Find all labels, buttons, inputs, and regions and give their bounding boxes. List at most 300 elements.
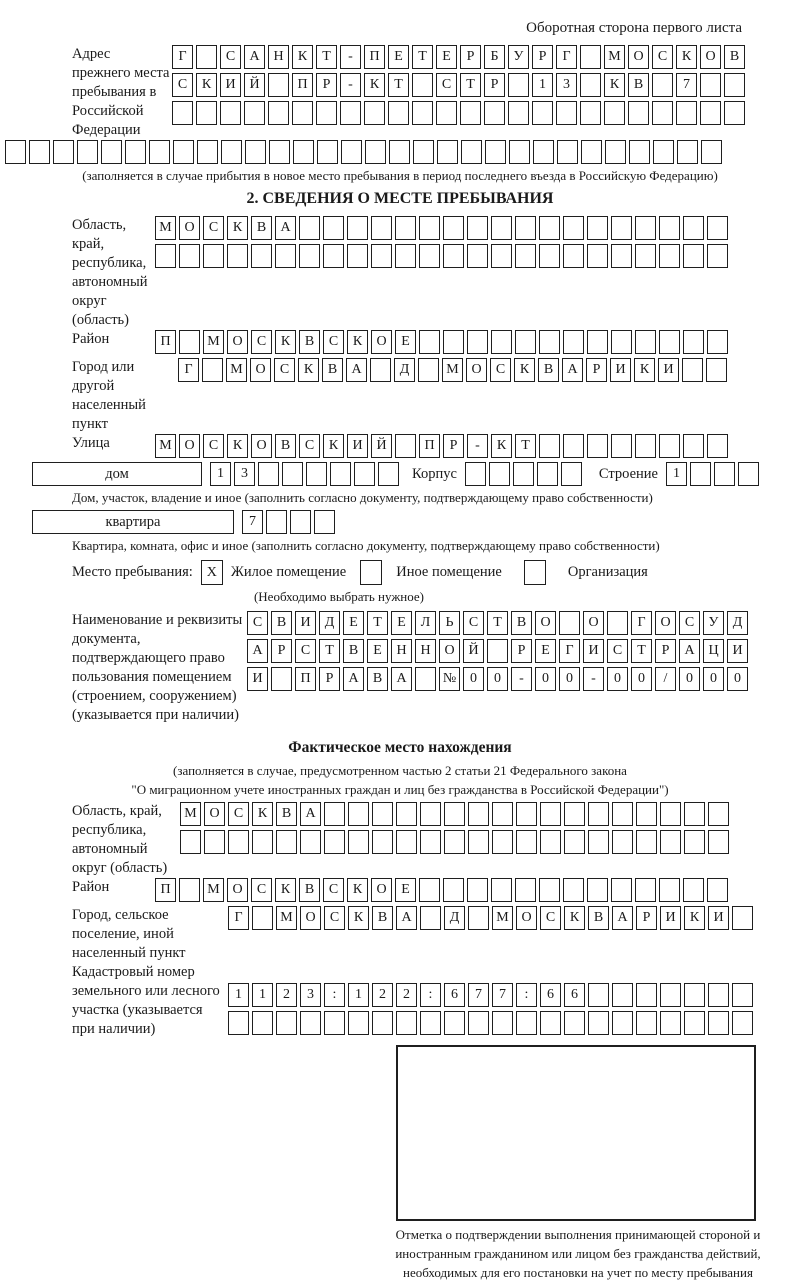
char-cell: А (679, 639, 700, 663)
char-cell (372, 1011, 393, 1035)
char-cell (491, 878, 512, 902)
char-cell: В (251, 216, 272, 240)
char-cell: Р (271, 639, 292, 663)
char-cell: О (227, 878, 248, 902)
char-cell: С (203, 434, 224, 458)
char-cell (300, 830, 321, 854)
char-cell (395, 434, 416, 458)
char-cell: И (347, 434, 368, 458)
char-cell: К (252, 802, 273, 826)
char-cell (612, 1011, 633, 1035)
char-cell: 6 (540, 983, 561, 1007)
char-cell (540, 830, 561, 854)
char-cell (636, 802, 657, 826)
char-cell (341, 140, 362, 164)
char-cell (53, 140, 74, 164)
char-cell: О (439, 639, 460, 663)
char-cell: О (535, 611, 556, 635)
char-cell (324, 1011, 345, 1035)
char-cell (101, 140, 122, 164)
char-cell (492, 830, 513, 854)
char-cell (202, 358, 223, 382)
kvartira-row (32, 510, 800, 534)
char-cell (700, 101, 721, 125)
char-cell: С (172, 73, 193, 97)
char-cell: П (419, 434, 440, 458)
char-cell (77, 140, 98, 164)
char-cell (563, 244, 584, 268)
char-cell: Т (487, 611, 508, 635)
char-cell: И (708, 906, 729, 930)
char-cell (557, 140, 578, 164)
char-cell (612, 983, 633, 1007)
kvartira-type-box: квартира (32, 510, 234, 534)
char-cell (611, 330, 632, 354)
char-cell (465, 462, 486, 486)
dom-cells (210, 462, 402, 486)
char-cell (179, 244, 200, 268)
char-cell (515, 244, 536, 268)
char-cell (564, 1011, 585, 1035)
char-cell (604, 101, 625, 125)
char-cell: Е (367, 639, 388, 663)
ulitsa-block (0, 434, 800, 462)
char-cell: В (271, 611, 292, 635)
char-cell: Т (515, 434, 536, 458)
stamp-box (396, 1045, 756, 1221)
char-cell: М (180, 802, 201, 826)
char-cell: Т (319, 639, 340, 663)
char-cell (690, 462, 711, 486)
doc-row-2 (247, 639, 751, 663)
char-cell (467, 216, 488, 240)
char-cell: Г (172, 45, 193, 69)
char-cell: Н (415, 639, 436, 663)
char-cell: С (540, 906, 561, 930)
char-cell (724, 101, 745, 125)
char-cell (271, 667, 292, 691)
char-cell (635, 434, 656, 458)
char-cell: О (204, 802, 225, 826)
dom-row (32, 462, 800, 486)
section2-title: 2. СВЕДЕНИЯ О МЕСТЕ ПРЕБЫВАНИЯ (246, 190, 554, 207)
char-cell (683, 244, 704, 268)
char-cell (509, 140, 530, 164)
char-cell (724, 73, 745, 97)
char-cell (587, 434, 608, 458)
char-cell (539, 434, 560, 458)
char-cell (180, 830, 201, 854)
char-cell (299, 216, 320, 240)
oblast-row-2 (155, 244, 731, 268)
char-cell: 1 (532, 73, 553, 97)
char-cell: М (492, 906, 513, 930)
char-cell (276, 1011, 297, 1035)
char-cell (707, 330, 728, 354)
char-cell (468, 1011, 489, 1035)
char-cell: Е (388, 45, 409, 69)
char-cell (539, 216, 560, 240)
char-cell (467, 330, 488, 354)
char-cell (513, 462, 534, 486)
char-cell (563, 878, 584, 902)
char-cell: О (227, 330, 248, 354)
raion-block (0, 330, 800, 358)
char-cell: Г (559, 639, 580, 663)
char-cell (539, 330, 560, 354)
char-cell (677, 140, 698, 164)
char-cell: О (516, 906, 537, 930)
char-cell: М (155, 216, 176, 240)
char-cell (370, 358, 391, 382)
char-cell: С (299, 434, 320, 458)
char-cell (707, 216, 728, 240)
char-cell (708, 1011, 729, 1035)
stroenie-label: Строение (598, 465, 658, 482)
char-cell (443, 330, 464, 354)
char-cell: В (299, 330, 320, 354)
char-cell (245, 140, 266, 164)
char-cell: Й (463, 639, 484, 663)
char-cell (515, 216, 536, 240)
char-cell: Т (631, 639, 652, 663)
fact-oblast-block (0, 802, 800, 878)
char-cell (227, 244, 248, 268)
char-cell (635, 216, 656, 240)
char-cell: 0 (679, 667, 700, 691)
fact-gorod-row (228, 906, 756, 930)
char-cell (220, 101, 241, 125)
char-cell (491, 216, 512, 240)
char-cell (732, 1011, 753, 1035)
char-cell: Г (228, 906, 249, 930)
char-cell: Р (532, 45, 553, 69)
char-cell (314, 510, 335, 534)
doc-row-3 (247, 667, 751, 691)
mesto-row (72, 560, 800, 585)
char-cell: 2 (372, 983, 393, 1007)
char-cell: В (276, 802, 297, 826)
mesto-note: (Необходимо выбрать нужное) (253, 589, 425, 604)
char-cell (738, 462, 759, 486)
char-cell (323, 244, 344, 268)
char-cell (516, 802, 537, 826)
char-cell (701, 140, 722, 164)
char-cell (412, 101, 433, 125)
char-cell (485, 140, 506, 164)
char-cell (683, 878, 704, 902)
char-cell: Р (460, 45, 481, 69)
char-cell: К (348, 906, 369, 930)
char-cell (684, 1011, 705, 1035)
char-cell: А (300, 802, 321, 826)
char-cell (660, 983, 681, 1007)
char-cell (561, 462, 582, 486)
char-cell: П (292, 73, 313, 97)
char-cell (306, 462, 327, 486)
char-cell (221, 140, 242, 164)
char-cell (707, 244, 728, 268)
char-cell (420, 906, 441, 930)
char-cell (489, 462, 510, 486)
fact-oblast-row-2 (180, 830, 732, 854)
char-cell: С (295, 639, 316, 663)
char-cell: П (155, 330, 176, 354)
char-cell (172, 101, 193, 125)
char-cell (487, 639, 508, 663)
char-cell (611, 878, 632, 902)
char-cell (508, 101, 529, 125)
char-cell (580, 45, 601, 69)
char-cell: М (155, 434, 176, 458)
char-cell (708, 802, 729, 826)
char-cell (588, 830, 609, 854)
char-cell: Р (484, 73, 505, 97)
char-cell: И (247, 667, 268, 691)
char-cell: С (436, 73, 457, 97)
char-cell (461, 140, 482, 164)
char-cell (290, 510, 311, 534)
char-cell (491, 244, 512, 268)
char-cell: 1 (252, 983, 273, 1007)
char-cell: - (467, 434, 488, 458)
char-cell (348, 802, 369, 826)
char-cell (708, 983, 729, 1007)
char-cell: - (511, 667, 532, 691)
char-cell: 0 (703, 667, 724, 691)
char-cell (652, 101, 673, 125)
char-cell: С (220, 45, 241, 69)
char-cell: Е (395, 878, 416, 902)
char-cell: О (251, 434, 272, 458)
char-cell: Р (511, 639, 532, 663)
char-cell (437, 140, 458, 164)
char-cell: Е (436, 45, 457, 69)
char-cell (659, 878, 680, 902)
prev-address-block (0, 45, 800, 140)
char-cell: 6 (444, 983, 465, 1007)
fact-note-2: "О миграционном учете иностранных граждан и лиц без гражданства в Российской Федерации") (131, 782, 669, 797)
char-cell (197, 140, 218, 164)
char-cell (635, 330, 656, 354)
char-cell: И (658, 358, 679, 382)
char-cell: Г (631, 611, 652, 635)
char-cell: С (324, 906, 345, 930)
char-cell (683, 216, 704, 240)
char-cell: Т (316, 45, 337, 69)
char-cell: С (607, 639, 628, 663)
char-cell (508, 73, 529, 97)
char-cell (659, 434, 680, 458)
oblast-block (0, 216, 800, 330)
char-cell: 0 (487, 667, 508, 691)
char-cell: У (508, 45, 529, 69)
char-cell (587, 878, 608, 902)
char-cell: М (203, 330, 224, 354)
char-cell (412, 73, 433, 97)
char-cell (364, 101, 385, 125)
page-side-note: Оборотная сторона первого листа (526, 20, 742, 36)
char-cell (282, 462, 303, 486)
char-cell: О (583, 611, 604, 635)
char-cell: Р (586, 358, 607, 382)
char-cell: Р (636, 906, 657, 930)
char-cell: Е (395, 330, 416, 354)
char-cell: С (203, 216, 224, 240)
char-cell: 7 (492, 983, 513, 1007)
char-cell: Д (444, 906, 465, 930)
char-cell (443, 216, 464, 240)
char-cell (444, 830, 465, 854)
char-cell: - (340, 73, 361, 97)
fact-raion-label: Район (72, 879, 110, 895)
char-cell: Ц (703, 639, 724, 663)
doc-row-1 (247, 611, 751, 635)
char-cell (652, 73, 673, 97)
char-cell: К (491, 434, 512, 458)
label-org: Организация (567, 564, 648, 580)
char-cell: П (364, 45, 385, 69)
char-cell (516, 830, 537, 854)
char-cell (149, 140, 170, 164)
char-cell (564, 830, 585, 854)
char-cell: М (276, 906, 297, 930)
char-cell (420, 830, 441, 854)
char-cell (395, 216, 416, 240)
char-cell: 3 (234, 462, 255, 486)
char-cell (653, 140, 674, 164)
char-cell: И (610, 358, 631, 382)
char-cell: Т (412, 45, 433, 69)
prev-address-footnote: (заполняется в случае прибытия в новое место пребывания в период последнего въезда в Российскую Федерацию) (82, 168, 718, 183)
char-cell (533, 140, 554, 164)
char-cell: К (364, 73, 385, 97)
char-cell: К (323, 434, 344, 458)
checkbox-inoe (360, 560, 382, 585)
char-cell: К (684, 906, 705, 930)
char-cell (316, 101, 337, 125)
char-cell (468, 830, 489, 854)
char-cell: А (244, 45, 265, 69)
char-cell: С (228, 802, 249, 826)
fact-raion-block (0, 878, 800, 906)
char-cell (684, 802, 705, 826)
char-cell: К (227, 216, 248, 240)
char-cell (563, 434, 584, 458)
char-cell: № (439, 667, 460, 691)
char-cell: М (604, 45, 625, 69)
char-cell: О (700, 45, 721, 69)
char-cell (491, 330, 512, 354)
char-cell: М (203, 878, 224, 902)
char-cell: В (275, 434, 296, 458)
char-cell (660, 802, 681, 826)
char-cell (396, 802, 417, 826)
char-cell (629, 140, 650, 164)
char-cell: : (516, 983, 537, 1007)
char-cell (676, 101, 697, 125)
char-cell (372, 802, 393, 826)
char-cell: С (679, 611, 700, 635)
char-cell (564, 802, 585, 826)
char-cell (659, 330, 680, 354)
char-cell: В (538, 358, 559, 382)
char-cell: : (420, 983, 441, 1007)
char-cell: А (562, 358, 583, 382)
char-cell (372, 830, 393, 854)
char-cell (556, 101, 577, 125)
char-cell: Н (268, 45, 289, 69)
raion-label: Район (72, 331, 110, 347)
char-cell: 6 (564, 983, 585, 1007)
char-cell: Р (316, 73, 337, 97)
char-cell: А (391, 667, 412, 691)
prev-address-row-4 (5, 140, 800, 164)
char-cell: У (703, 611, 724, 635)
char-cell (396, 830, 417, 854)
char-cell: К (275, 878, 296, 902)
char-cell: В (511, 611, 532, 635)
oblast-label: Область, край, республика, автономный округ (область) (72, 217, 148, 328)
char-cell (492, 802, 513, 826)
char-cell: 7 (468, 983, 489, 1007)
char-cell (707, 878, 728, 902)
char-cell (415, 667, 436, 691)
char-cell (539, 244, 560, 268)
char-cell: С (251, 878, 272, 902)
char-cell (532, 101, 553, 125)
char-cell (539, 878, 560, 902)
char-cell: О (179, 434, 200, 458)
dom-type-box: дом (32, 462, 202, 486)
char-cell: 0 (559, 667, 580, 691)
char-cell (611, 216, 632, 240)
char-cell: Т (460, 73, 481, 97)
char-cell (636, 1011, 657, 1035)
char-cell (460, 101, 481, 125)
char-cell: Б (484, 45, 505, 69)
char-cell: 0 (607, 667, 628, 691)
char-cell (443, 878, 464, 902)
char-cell (348, 830, 369, 854)
char-cell: О (250, 358, 271, 382)
char-cell: Л (415, 611, 436, 635)
char-cell (580, 73, 601, 97)
char-cell: - (583, 667, 604, 691)
char-cell: О (371, 878, 392, 902)
char-cell: Й (244, 73, 265, 97)
char-cell: В (367, 667, 388, 691)
char-cell (732, 906, 753, 930)
char-cell (540, 802, 561, 826)
char-cell (371, 244, 392, 268)
char-cell: : (324, 983, 345, 1007)
char-cell: П (295, 667, 316, 691)
checkbox-zhiloe: X (201, 560, 223, 585)
char-cell: В (322, 358, 343, 382)
char-cell: 0 (727, 667, 748, 691)
char-cell: В (372, 906, 393, 930)
char-cell (444, 802, 465, 826)
char-cell: Р (319, 667, 340, 691)
oblast-row-1 (155, 216, 731, 240)
char-cell (324, 802, 345, 826)
char-cell (611, 434, 632, 458)
char-cell (419, 878, 440, 902)
char-cell (443, 244, 464, 268)
char-cell (636, 983, 657, 1007)
char-cell (179, 330, 200, 354)
